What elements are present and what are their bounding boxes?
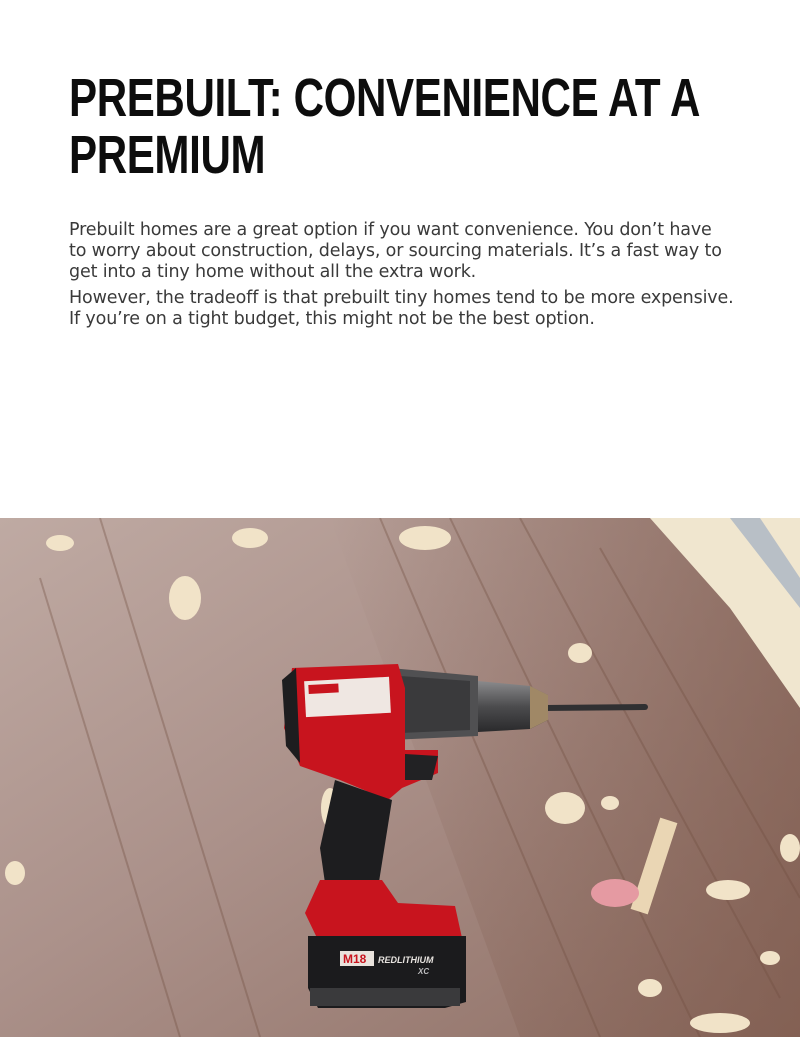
paragraph-tradeoff: However, the tradeoff is that prebuilt tiny homes tend to be more expensive. If you’re on a tight budget, this might not be the best option. — [69, 288, 734, 329]
battery-suffix-label: XC — [418, 967, 430, 976]
paragraph-convenience: Prebuilt homes are a great option if you want convenience. You don’t have to worry about construction, delays, or sourcing materials. It’s a fast way to get into a tiny home without all the extra work. — [69, 220, 722, 282]
pink-debris — [591, 879, 639, 907]
page-title: PREBUILT: CONVENIENCE AT A PREMIUM — [69, 68, 699, 185]
article — [69, 68, 739, 329]
battery-brand-label: REDLITHIUM — [378, 955, 434, 965]
battery-model-label: M18 — [343, 952, 367, 966]
drill-on-floor-photo — [0, 518, 800, 1037]
